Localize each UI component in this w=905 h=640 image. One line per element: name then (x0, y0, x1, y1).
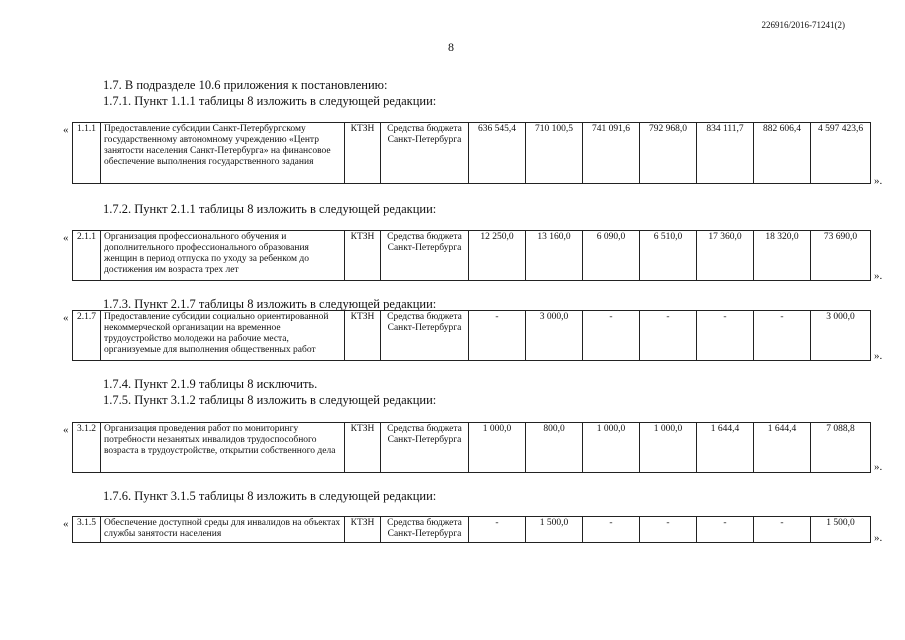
paragraph-1-7-1: 1.7.1. Пункт 1.1.1 таблицы 8 изложить в следующей редакции: (103, 94, 437, 108)
row-value-3: 1 000,0 (583, 423, 640, 473)
row-value-2: 710 100,5 (526, 123, 583, 184)
quote-open: « (63, 124, 69, 136)
row-organization: КТЗН (345, 123, 381, 184)
table-row-2-1-1 (72, 230, 871, 281)
row-value-1: - (469, 311, 526, 361)
row-number: 3.1.5 (73, 517, 101, 543)
row-value-4: - (640, 517, 697, 543)
row-value-1: 1 000,0 (469, 423, 526, 473)
quote-close: ». (874, 532, 883, 544)
table-row-2-1-7 (72, 310, 871, 361)
row-number: 2.1.7 (73, 311, 101, 361)
row-source: Средства бюджета Санкт-Петербурга (381, 311, 469, 361)
quote-open: « (63, 312, 69, 324)
row-number: 3.1.2 (73, 423, 101, 473)
row-value-5: - (697, 311, 754, 361)
row-total: 7 088,8 (811, 423, 871, 473)
row-value-2: 1 500,0 (526, 517, 583, 543)
row-value-5: 1 644,4 (697, 423, 754, 473)
row-name: Обеспечение доступной среды для инвалидов на объектах службы занятости населения (101, 517, 345, 543)
row-value-2: 3 000,0 (526, 311, 583, 361)
paragraph-1-7-3: 1.7.3. Пункт 2.1.7 таблицы 8 изложить в следующей редакции: (103, 297, 437, 311)
row-number: 1.1.1 (73, 123, 101, 184)
row-value-4: 6 510,0 (640, 231, 697, 281)
row-value-4: 792 968,0 (640, 123, 697, 184)
paragraph-1-7: 1.7. В подразделе 10.6 приложения к постановлению: (103, 78, 388, 92)
row-organization: КТЗН (345, 231, 381, 281)
row-value-6: 882 606,4 (754, 123, 811, 184)
row-source: Средства бюджета Санкт-Петербурга (381, 423, 469, 473)
quote-open: « (63, 232, 69, 244)
row-name: Предоставление субсидии Санкт-Петербургскому государственному автономному учреждению «Центр занятости населения Санкт-Петербурга» на финансовое обеспечение выполнения государственного задания (101, 123, 345, 184)
row-total: 3 000,0 (811, 311, 871, 361)
row-value-5: - (697, 517, 754, 543)
row-source: Средства бюджета Санкт-Петербурга (381, 231, 469, 281)
row-source: Средства бюджета Санкт-Петербурга (381, 517, 469, 543)
paragraph-1-7-4: 1.7.4. Пункт 2.1.9 таблицы 8 исключить. (103, 377, 318, 391)
quote-close: ». (874, 270, 883, 282)
row-total: 73 690,0 (811, 231, 871, 281)
row-value-2: 13 160,0 (526, 231, 583, 281)
row-value-6: - (754, 517, 811, 543)
quote-open: « (63, 518, 69, 530)
paragraph-1-7-2: 1.7.2. Пункт 2.1.1 таблицы 8 изложить в следующей редакции: (103, 202, 437, 216)
table-row-1-1-1 (72, 122, 871, 184)
quote-close: ». (874, 175, 883, 187)
row-value-5: 834 111,7 (697, 123, 754, 184)
row-total: 1 500,0 (811, 517, 871, 543)
paragraph-1-7-5: 1.7.5. Пункт 3.1.2 таблицы 8 изложить в следующей редакции: (103, 393, 437, 407)
quote-close: ». (874, 461, 883, 473)
row-value-1: - (469, 517, 526, 543)
table-row-3-1-5 (72, 516, 871, 543)
row-value-1: 12 250,0 (469, 231, 526, 281)
row-value-1: 636 545,4 (469, 123, 526, 184)
row-value-3: - (583, 517, 640, 543)
row-organization: КТЗН (345, 311, 381, 361)
quote-close: ». (874, 350, 883, 362)
row-value-4: - (640, 311, 697, 361)
table-row-3-1-2 (72, 422, 871, 473)
row-name: Предоставление субсидии социально ориентированной некоммерческой организации на временное трудоустройство молодежи на рабочие места, организуемые для выполнения общественных работ (101, 311, 345, 361)
row-value-6: 18 320,0 (754, 231, 811, 281)
row-value-5: 17 360,0 (697, 231, 754, 281)
document-id: 226916/2016-71241(2) (761, 20, 845, 30)
row-source: Средства бюджета Санкт-Петербурга (381, 123, 469, 184)
row-organization: КТЗН (345, 423, 381, 473)
row-value-6: - (754, 311, 811, 361)
row-number: 2.1.1 (73, 231, 101, 281)
row-name: Организация проведения работ по мониторингу потребности незанятых инвалидов трудоспособного возраста в трудоустройстве, открытии собственного дела (101, 423, 345, 473)
row-value-3: - (583, 311, 640, 361)
row-value-3: 6 090,0 (583, 231, 640, 281)
paragraph-1-7-6: 1.7.6. Пункт 3.1.5 таблицы 8 изложить в следующей редакции: (103, 489, 437, 503)
quote-open: « (63, 424, 69, 436)
page-number: 8 (448, 40, 454, 54)
row-value-4: 1 000,0 (640, 423, 697, 473)
row-total: 4 597 423,6 (811, 123, 871, 184)
row-value-3: 741 091,6 (583, 123, 640, 184)
row-name: Организация профессионального обучения и дополнительного профессионального образования женщин в период отпуска по уходу за ребенком до достижения им возраста трех лет (101, 231, 345, 281)
row-value-6: 1 644,4 (754, 423, 811, 473)
row-value-2: 800,0 (526, 423, 583, 473)
row-organization: КТЗН (345, 517, 381, 543)
